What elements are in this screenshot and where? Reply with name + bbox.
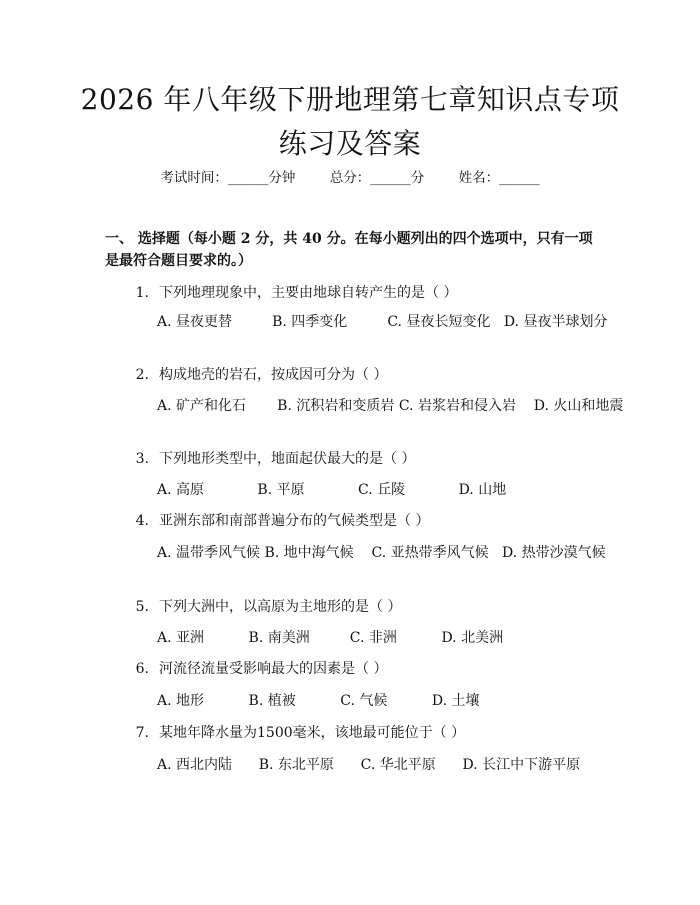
question	[105, 596, 605, 618]
question-number: 2.	[135, 367, 149, 383]
question-stem: 下列地理现象中，主要由地球自转产生的是（ ）	[159, 285, 458, 301]
option: B. 植被	[248, 693, 296, 709]
option: C. 气候	[340, 693, 388, 709]
option: B. 南美洲	[248, 630, 310, 646]
question-options	[105, 478, 605, 503]
question	[105, 722, 605, 744]
question-options	[105, 310, 608, 335]
time-blank: ______	[227, 170, 269, 186]
question-stem: 下列大洲中，以高原为主地形的是（ ）	[159, 599, 402, 615]
option: C. 华北平原	[360, 757, 436, 773]
option: A. 亚洲	[157, 630, 205, 646]
question	[105, 448, 605, 470]
question-stem: 河流径流量受影响最大的因素是（ ）	[159, 661, 388, 677]
score-label: 总分：	[329, 170, 371, 186]
question-options	[105, 753, 605, 778]
option: A. 昼夜更替	[157, 314, 233, 330]
option: A. 西北内陆	[157, 757, 233, 773]
question	[105, 658, 605, 680]
option: D. 山地	[458, 482, 507, 498]
option: A. 地形	[157, 693, 205, 709]
question-stem: 下列地形类型中，地面起伏最大的是（ ）	[159, 451, 416, 467]
question-options	[105, 689, 605, 714]
question	[105, 364, 605, 386]
option: A. 温带季风气候	[157, 545, 261, 561]
question-options	[105, 394, 624, 419]
option: C. 昼夜长短变化	[387, 314, 491, 330]
question-number: 1.	[135, 285, 149, 301]
option: D. 火山和地震	[533, 398, 624, 414]
question-number: 3.	[135, 451, 149, 467]
name-blank: ______	[499, 170, 540, 186]
page-title: 2026 年八年级下册地理第七章知识点专项练习及答案	[80, 83, 620, 160]
option: D. 热带沙漠气候	[501, 545, 606, 561]
question-stem: 亚洲东部和南部普遍分布的气候类型是（ ）	[159, 513, 430, 529]
question-number: 7.	[135, 725, 149, 741]
option: A. 高原	[157, 482, 205, 498]
question	[105, 282, 605, 304]
option: C. 岩浆岩和侵入岩	[398, 398, 516, 414]
option: C. 亚热带季风气候	[371, 545, 489, 561]
option: C. 丘陵	[358, 482, 406, 498]
option: B. 四季变化	[272, 314, 348, 330]
question-options	[105, 626, 605, 651]
question	[105, 510, 605, 532]
option: B. 平原	[257, 482, 305, 498]
section-heading: 一、 选择题（每小题 2 分，共 40 分。在每小题列出的四个选项中，只有一项是最符合题目要求的。）	[105, 231, 593, 269]
option: B. 沉积岩和变质岩	[277, 398, 395, 414]
score-blank: ______	[370, 170, 411, 186]
option: D. 长江中下游平原	[462, 757, 581, 773]
time-unit: 分钟	[268, 170, 296, 186]
time-label: 考试时间：	[160, 170, 228, 186]
name-label: 姓名：	[458, 170, 500, 186]
question-number: 6.	[135, 661, 149, 677]
option: D. 土壤	[431, 693, 480, 709]
option: B. 地中海气候	[264, 545, 354, 561]
exam-meta	[0, 168, 700, 188]
question-stem: 某地年降水量为1500毫米，该地最可能位于（ ）	[159, 725, 466, 741]
question-options	[105, 541, 605, 566]
question-stem: 构成地壳的岩石，按成因可分为（ ）	[159, 367, 388, 383]
score-unit: 分	[410, 170, 425, 186]
question-number: 4.	[135, 513, 149, 529]
option: D. 昼夜半球划分	[503, 314, 608, 330]
option: C. 非洲	[349, 630, 397, 646]
option: A. 矿产和化石	[157, 398, 247, 414]
question-number: 5.	[135, 599, 149, 615]
option: D. 北美洲	[441, 630, 504, 646]
option: B. 东北平原	[258, 757, 334, 773]
